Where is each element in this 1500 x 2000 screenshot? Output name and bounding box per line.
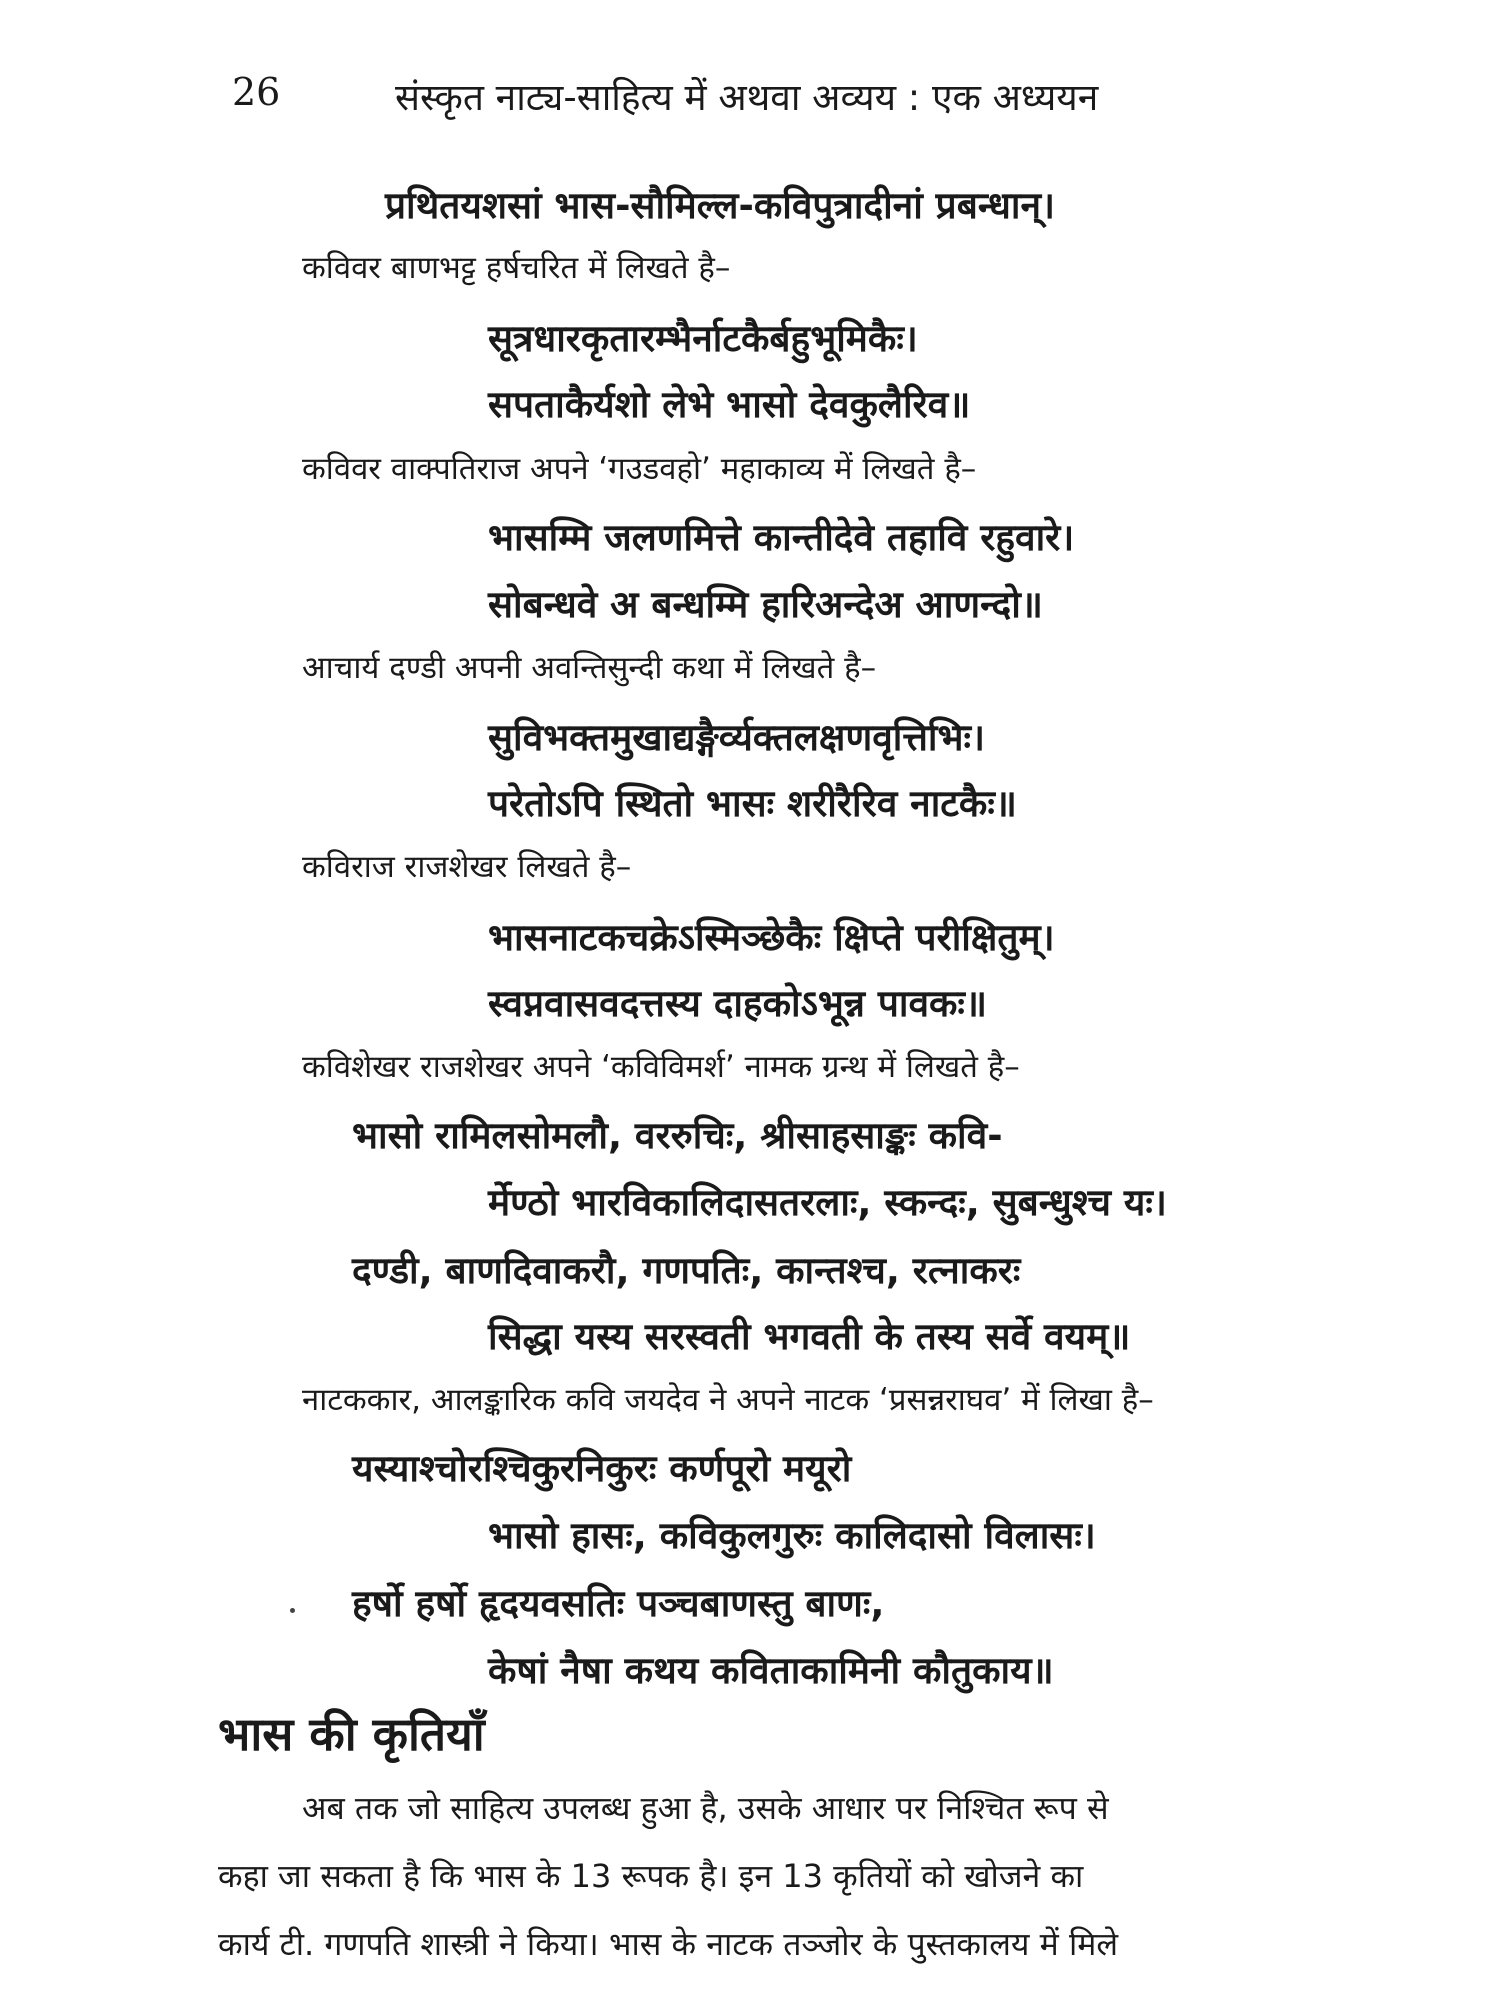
verse-line: परेतोऽपि स्थितो भासः शरीरैरिव नाटकैः॥ [488,782,1017,825]
verse-line: सोबन्धवे अ बन्धम्मि हारिअन्देअ आणन्दो॥ [488,583,1043,626]
verse-line: सूत्रधारकृतारम्भैर्नाटकैर्बहुभूमिकैः। [488,317,918,360]
paragraph-line: कार्य टी. गणपति शास्त्री ने किया। भास के नाटक तञ्जोर के पुस्तकालय में मिले [218,1925,1119,1963]
verse-line: यस्याश्चोरश्चिकुरनिकुरः कर्णपूरो मयूरो [352,1447,852,1490]
verse-line: हर्षो हर्षो हृदयवसतिः पञ्चबाणस्तु बाणः, [352,1582,885,1625]
verse-line: सपताकैर्यशो लेभे भासो देवकुलैरिव॥ [488,383,971,426]
page-number: 26 [232,70,281,114]
scan-speck [290,1608,295,1613]
book-title: संस्कृत नाट्य-साहित्य में अथवा अव्यय : एक अध्ययन [395,76,1099,119]
section-heading: भास की कृतियाँ [218,1707,485,1761]
verse-line: दण्डी, बाणदिवाकरौ, गणपतिः, कान्तश्च, रत्नाकरः [352,1249,1021,1292]
verse-line: भासो रामिलसोमलौ, वररुचिः, श्रीसाहसाङ्कः कवि- [352,1114,1003,1157]
verse-line: केषां नैषा कथय कविताकामिनी कौतुकाय॥ [488,1649,1054,1692]
verse-line: स्वप्नवासवदत्तस्य दाहकोऽभून्न पावकः॥ [488,982,988,1025]
verse-line: र्मेण्ठो भारविकालिदासतरलाः, स्कन्दः, सुबन्धुश्च यः। [488,1181,1167,1224]
verse-line: सिद्धा यस्य सरस्वती भगवती के तस्य सर्वे वयम्॥ [488,1315,1131,1358]
intro-line: नाटककार, आलङ्कारिक कवि जयदेव ने अपने नाटक ‘प्रसन्नराघव’ में लिखा है– [302,1382,1154,1418]
verse-line: भासनाटकचक्रेऽस्मिञ्छेकैः क्षिप्ते परीक्षितुम्। [488,916,1055,959]
verse-line: सुविभक्तमुखाद्यङ्गैर्व्यक्तलक्षणवृत्तिभिः। [488,716,986,759]
running-header [0,70,1500,130]
intro-line: आचार्य दण्डी अपनी अवन्तिसुन्दी कथा में लिखते है– [302,650,877,686]
intro-line: कविशेखर राजशेखर अपने ‘कविविमर्श’ नामक ग्रन्थ में लिखते है– [302,1049,1020,1085]
paragraph-line: कहा जा सकता है कि भास के 13 रूपक है। इन 13 कृतियों को खोजने का [218,1857,1084,1895]
intro-line: कविवर बाणभट्ट हर्षचरित में लिखते है– [302,250,731,286]
verse-line: भासो हासः, कविकुलगुरुः कालिदासो विलासः। [488,1514,1096,1557]
intro-line: कविवर वाक्पतिराज अपने ‘गउडवहो’ महाकाव्य में लिखते है– [302,451,977,487]
verse-line: प्रथितयशसां भास-सौमिल्ल-कविपुत्रादीनां प्रबन्धान्। [385,184,1056,227]
intro-line: कविराज राजशेखर लिखते है– [302,849,632,885]
verse-line: भासम्मि जलणमित्ते कान्तीदेवे तहावि रहुवारे। [488,516,1075,559]
paragraph-line: अब तक जो साहित्य उपलब्ध हुआ है, उसके आधार पर निश्चित रूप से [302,1789,1109,1827]
